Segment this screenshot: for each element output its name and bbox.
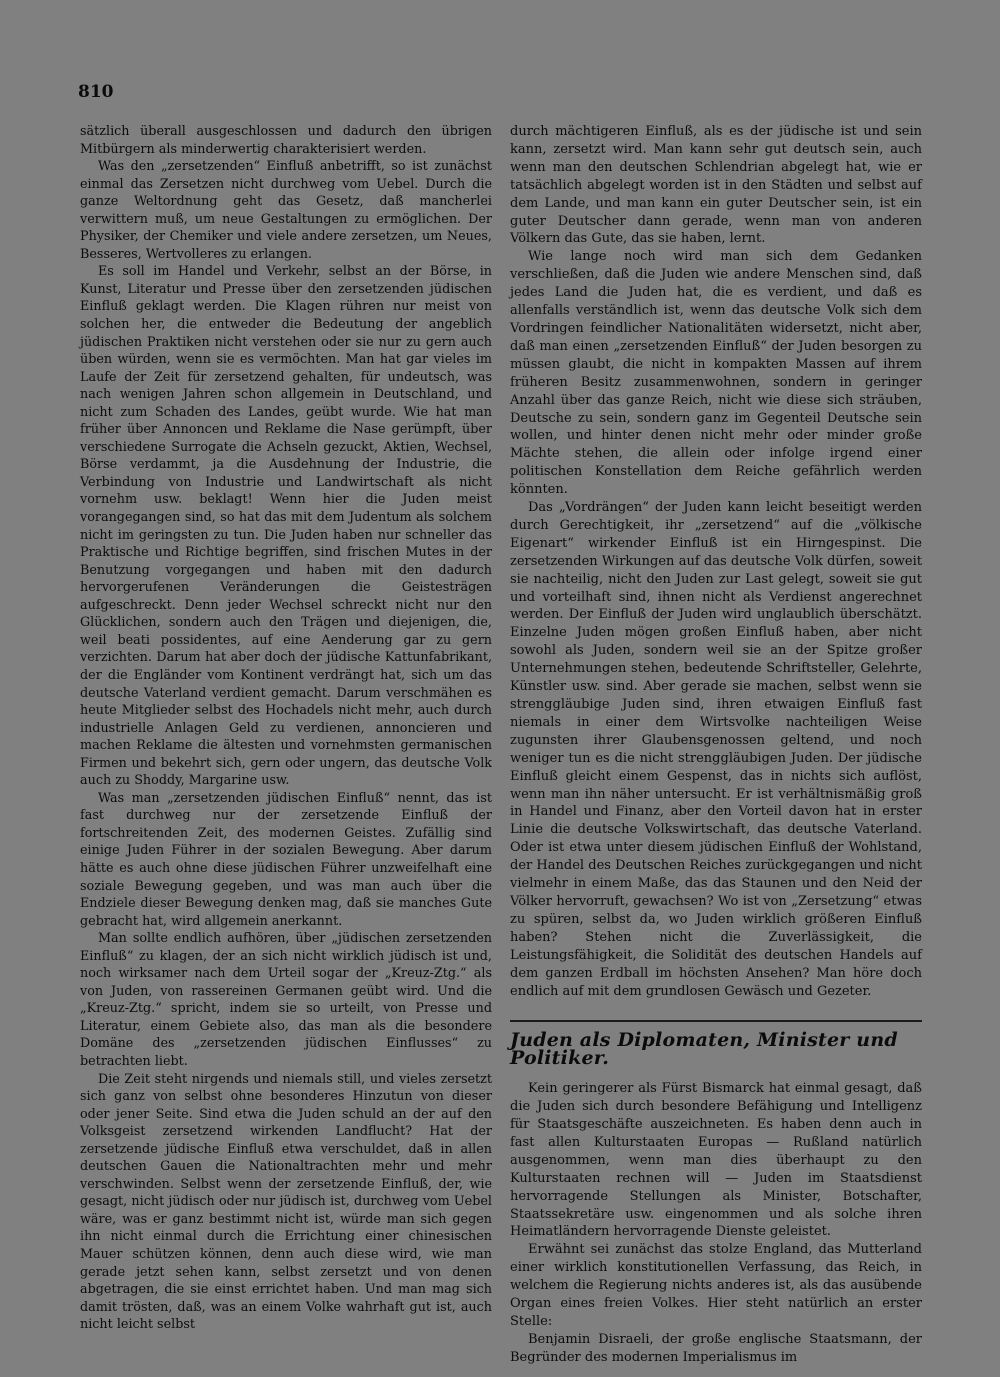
paragraph: sätzlich überall ausgeschlossen und dadurch den übrigen Mitbürgern als minderwertig charakterisiert werden. (80, 124, 492, 157)
paragraph: durch mächtigeren Einfluß, als es der jüdische ist und sein kann, zersetzt wird. Man kann sehr gut deutsch sein, auch wenn man den deutschen Schlendrian abgelegt hat, wie er tatsächlich abgelegt worden ist in den Städten und selbst auf dem Lande, und man kann ein guter Deutscher sein, ist ein guter Deutscher dann gerade, wenn man von anderen Völkern das Gute, das sie haben, lernt. (510, 124, 922, 247)
section-heading: Juden als Diplomaten, Minister und Politiker. (510, 1020, 922, 1068)
paragraph: Kein geringerer als Fürst Bismarck hat einmal gesagt, daß die Juden sich durch besondere Befähigung und Intelligenz für Staatsgeschäfte auszeichneten. Es haben denn auch in fast allen Kulturstaaten Europas — Rußland natürlich ausgenommen, wenn man dies überhaupt zu den Kulturstaaten rechnen will — Juden im Staatsdienst hervorragende Stellungen als Minister, Botschafter, Staatssekretäre usw. eingenommen und als solche ihren Heimatländern hervorragende Dienste geleistet. (510, 1081, 922, 1240)
paragraph: Erwähnt sei zunächst das stolze England, das Mutterland einer wirklich konstitutionellen Verfassung, das Reich, in welchem die Regierung nichts anderes ist, als das ausübende Organ eines freien Volkes. Hier steht natürlich an erster Stelle: (510, 1242, 922, 1329)
left-column (80, 123, 492, 1334)
right-column (510, 123, 922, 1367)
page-number: 810 (78, 82, 114, 102)
paragraph: Es soll im Handel und Verkehr, selbst an der Börse, in Kunst, Literatur und Presse über den zersetzenden jüdischen Einfluß geklagt werden. Die Klagen rühren nur meist von solchen her, die entweder die Bedeutung der angeblich jüdischen Praktiken nicht verstehen oder sie nur zu gern auch üben würden, wenn sie es vermöchten. Man hat gar vieles im Laufe der Zeit für zersetzend gehalten, für undeutsch, was nach wenigen Jahren schon allgemein in Deutschland, und nicht zum Schaden des Landes, geübt wurde. Wie hat man früher über Annoncen und Reklame die Nase gerümpft, über verschiedene Surrogate die Achseln gezuckt, Aktien, Wechsel, Börse verdammt, ja die Ausdehnung der Industrie, die Verbindung von Industrie und Landwirtschaft als nicht vornehm usw. beklagt! Wenn hier die Juden meist vorangegangen sind, so hat das mit dem Judentum als solchem nicht im geringsten zu tun. Die Juden haben nur schneller das Praktische und Richtige begriffen, sind frischen Mutes in der Benutzung vorgegangen und haben mit den dadurch hervorgerufenen Veränderungen die Geistesträgen aufgeschreckt. Denn jeder Wechsel schreckt nicht nur den Glücklichen, sondern auch den Trägen und diejenigen, die, weil beati possidentes, auf eine Aenderung gar zu gern verzichten. Darum hat aber doch der jüdische Kattunfabrikant, der die Engländer vom Kontinent verdrängt hat, sich um das deutsche Vaterland verdient gemacht. Darum verschmähen es heute Mitglieder selbst des Hochadels nicht mehr, auch durch industrielle Anlagen Geld zu verdienen, annoncieren und machen Reklame die ältesten und vornehmsten germanischen Firmen und bekehrt sich, gern oder ungern, das deutsche Volk auch zu Shoddy, Margarine usw. (80, 264, 492, 789)
paragraph: Die Zeit steht nirgends und niemals still, und vieles zersetzt sich ganz von selbst ohne besonderes Hinzutun von dieser oder jener Seite. Sind etwa die Juden schuld an der auf den Volksgeist zersetzend wirkenden Landflucht? Hat der zersetzende jüdische Einfluß etwa verschuldet, daß in allen deutschen Gauen die Nationaltrachten mehr und mehr verschwinden. Selbst wenn der zersetzende Einfluß, der, wie gesagt, nicht jüdisch oder nur jüdisch ist, durchweg vom Uebel wäre, was er ganz bestimmt nicht ist, würde man sich gegen ihn nicht einmal durch die Errichtung einer chinesischen Mauer schützen können, denn auch diese wird, wie man gerade jetzt sehen kann, selbst zersetzt und von denen abgetragen, die sie einst errichtet haben. Und man mag sich damit trösten, daß, was an einem Volke wahrhaft gut ist, auch nicht leicht selbst (80, 1071, 492, 1333)
paragraph: Was den „zersetzenden“ Einfluß anbetrifft, so ist zunächst einmal das Zersetzen nicht durchweg vom Uebel. Durch die ganze Weltordnung geht das Gesetz, daß mancherlei verwittern muß, um neue Gestaltungen zu ermöglichen. Der Physiker, der Chemiker und viele andere zersetzen, um Neues, Besseres, Wertvolleres zu erlangen. (80, 159, 492, 262)
paragraph: Wie lange noch wird man sich dem Gedanken verschließen, daß die Juden wie andere Menschen sind, daß jedes Land die Juden hat, die es verdient, und daß es allenfalls verständlich ist, wenn das deutsche Volk sich dem Vordringen feindlicher Nationalitäten widersetzt, nicht aber, daß man einen „zersetzenden Einfluß“ der Juden besorgen zu müssen glaubt, die nicht in kompakten Massen auf ihrem früheren Besitz zusammenwohnen, sondern in geringer Anzahl über das ganze Reich, nicht wie diese sich sträuben, Deutsche zu sein, sondern ganz im Gegenteil Deutsche sein wollen, und hinter denen nicht mehr oder minder große Mächte stehen, die allein oder infolge irgend einer politischen Konstellation dem Reiche gefährlich werden könnten. (510, 249, 922, 498)
paragraph: Benjamin Disraeli, der große englische Staatsmann, der Begründer des modernen Imperialismus im (510, 1331, 922, 1365)
paragraph: Man sollte endlich aufhören, über „jüdischen zersetzenden Einfluß“ zu klagen, der an sich nicht wirklich jüdisch ist und, noch wirksamer nach dem Urteil sogar der „Kreuz-Ztg.“ als von Juden, von rassereinen Germanen geübt wird. Und die „Kreuz-Ztg.“ spricht, indem sie so urteilt, von Presse und Literatur, einem Gebiete also, das man als die besondere Domäne des „zersetzenden jüdischen Einflusses“ zu betrachten liebt. (80, 931, 492, 1069)
paragraph: Das „Vordrängen“ der Juden kann leicht beseitigt werden durch Gerechtigkeit, ihr „zersetzend“ auf die „völkische Eigenart“ wirkender Einfluß ist ein Hirngespinst. Die zersetzenden Wirkungen auf das deutsche Volk dürfen, soweit sie nachteilig, nicht den Juden zur Last gelegt, soweit sie gut und vorteilhaft sind, ihnen nicht als Verdienst angerechnet werden. Der Einfluß der Juden wird unglaublich überschätzt. Einzelne Juden mögen großen Einfluß haben, aber nicht sowohl als Juden, sondern weil sie an der Spitze großer Unternehmungen stehen, bedeutende Schriftsteller, Gelehrte, Künstler usw. sind. Aber gerade sie machen, selbst wenn sie strenggläubige Juden sind, ihren etwaigen Einfluß fast niemals in einer dem Wirtsvolke nachteiligen Weise zugunsten ihrer Glaubensgenossen geltend, und noch weniger tun es die nicht strenggläubigen Juden. Der jüdische Einfluß gleicht einem Gespenst, das in nichts sich auflöst, wenn man ihn näher untersucht. Er ist verhältnismäßig groß in Handel und Finanz, aber den Vorteil davon hat in erster Linie die deutsche Volkswirtschaft, das deutsche Vaterland. Oder ist etwa unter diesem jüdischen Einfluß der Wohlstand, der Handel des Deutschen Reiches zurückgegangen und nicht vielmehr in einem Maße, das das Staunen und den Neid der Völker hervorruft, gewachsen? Wo ist von „Zersetzung“ etwas zu spüren, selbst da, wo Juden wirklich größeren Einfluß haben? Stehen nicht die Zuverlässigkeit, die Leistungsfähigkeit, die Solidität des deutschen Handels auf dem ganzen Erdball im höchsten Ansehen? Man höre doch endlich auf mit dem grundlosen Gewäsch und Gezeter. (510, 500, 922, 999)
paragraph: Was man „zersetzenden jüdischen Einfluß“ nennt, das ist fast durchweg nur der zersetzende Einfluß der fortschreitenden Zeit, des modernen Geistes. Zufällig sind einige Juden Führer in der sozialen Bewegung. Aber darum hätte es auch ohne diese jüdischen Führer unzweifelhaft eine soziale Bewegung gegeben, und was man auch über die Endziele dieser Bewegung denken mag, daß sie manches Gute gebracht hat, wird allgemein anerkannt. (80, 790, 492, 929)
